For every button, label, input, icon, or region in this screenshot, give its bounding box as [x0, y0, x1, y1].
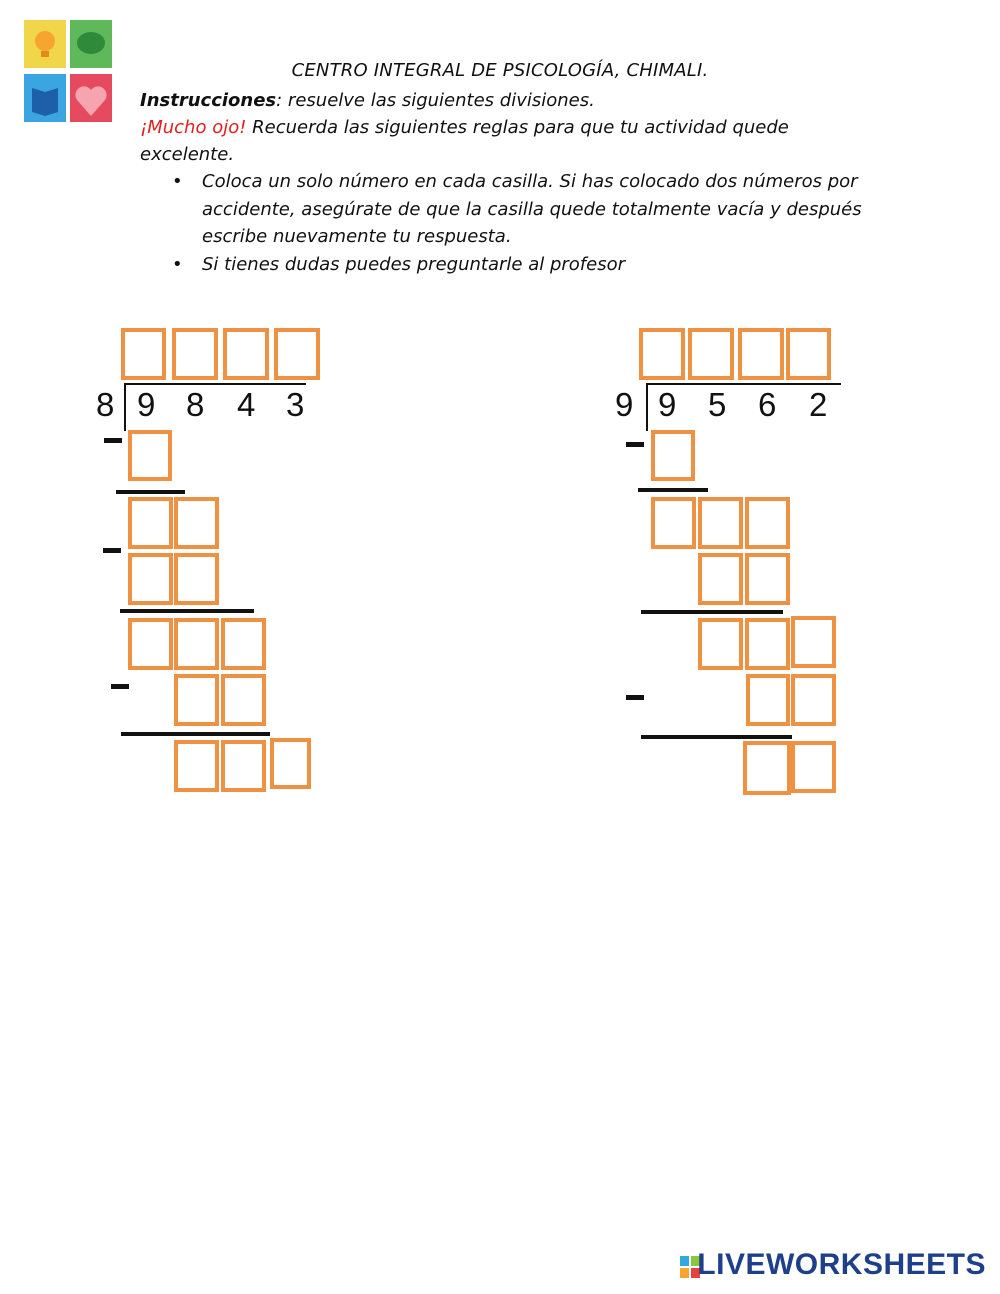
list-item: • Si tienes dudas puedes preguntarle al profesor	[172, 251, 862, 279]
quotient-box[interactable]	[639, 328, 685, 380]
remainder-box[interactable]	[270, 738, 311, 789]
subtraction-box[interactable]	[745, 553, 790, 605]
warning-line-2: excelente.	[140, 144, 235, 165]
lightbulb-icon	[35, 31, 55, 51]
subtraction-line	[121, 732, 270, 736]
division-bracket-top	[646, 383, 841, 385]
remainder-box[interactable]	[651, 497, 696, 549]
subtraction-line	[641, 735, 792, 739]
subtraction-line	[120, 609, 254, 613]
dividend-digit: 8	[186, 386, 205, 423]
remainder-box[interactable]	[791, 616, 836, 668]
minus-sign	[111, 684, 129, 689]
dividend-digit: 4	[237, 386, 256, 423]
instructions-label: Instrucciones	[140, 90, 277, 111]
subtraction-line	[116, 490, 185, 494]
bullet-icon: •	[172, 171, 183, 192]
bullet-icon: •	[172, 253, 183, 275]
dividend-digit: 9	[137, 386, 156, 423]
subtraction-box[interactable]	[698, 553, 743, 605]
quotient-box[interactable]	[738, 328, 784, 380]
warning-text: Recuerda las siguientes reglas para que tu actividad quede	[246, 117, 789, 138]
liveworksheets-brand[interactable]: LIVEWORKSHEETS	[697, 1248, 986, 1281]
remainder-box[interactable]	[174, 497, 219, 549]
remainder-box[interactable]	[221, 740, 266, 792]
remainder-box[interactable]	[745, 618, 790, 670]
dividend-digit: 9	[658, 386, 677, 423]
subtraction-box[interactable]	[221, 674, 266, 726]
quotient-box[interactable]	[688, 328, 734, 380]
subtraction-line	[641, 610, 783, 614]
remainder-box[interactable]	[174, 740, 219, 792]
quotient-box[interactable]	[172, 328, 218, 380]
instructions-text: : resuelve las siguientes divisiones.	[276, 90, 595, 111]
warning-label: ¡Mucho ojo!	[140, 117, 247, 138]
dividend-digit: 6	[758, 386, 777, 423]
minus-sign	[103, 548, 121, 553]
minus-sign	[104, 438, 122, 443]
quotient-box[interactable]	[121, 328, 166, 380]
quotient-box[interactable]	[223, 328, 269, 380]
minus-sign	[626, 695, 644, 700]
subtraction-box[interactable]	[746, 674, 790, 726]
book-icon	[32, 88, 58, 116]
dividend-digit: 2	[809, 386, 828, 423]
division-bracket-top	[124, 383, 306, 385]
remainder-box[interactable]	[128, 497, 173, 549]
remainder-box[interactable]	[698, 497, 743, 549]
division-bracket-side	[124, 383, 126, 431]
dividend-digit: 3	[286, 386, 305, 423]
divisor: 8	[96, 386, 115, 423]
quotient-box[interactable]	[274, 328, 320, 380]
subtraction-box[interactable]	[174, 553, 219, 605]
remainder-box[interactable]	[791, 741, 836, 793]
subtraction-box[interactable]	[791, 674, 836, 726]
warning-line	[140, 114, 789, 141]
subtraction-box[interactable]	[651, 430, 695, 481]
remainder-box[interactable]	[743, 741, 791, 795]
subtraction-box[interactable]	[128, 430, 172, 481]
subtraction-box[interactable]	[174, 674, 219, 726]
instructions-line	[140, 87, 595, 114]
remainder-box[interactable]	[745, 497, 790, 549]
remainder-box[interactable]	[128, 618, 173, 670]
list-item: • Coloca un solo número en cada casilla. Si has colocado dos números por accidente, asegúrate de que la casilla quede totalmente vacía y después escribe nuevamente tu respuesta.	[172, 168, 862, 251]
remainder-box[interactable]	[221, 618, 266, 670]
subtraction-line	[638, 488, 708, 492]
dividend-digit: 5	[708, 386, 727, 423]
remainder-box[interactable]	[698, 618, 743, 670]
minus-sign	[626, 442, 644, 447]
rules-list	[172, 168, 862, 278]
brain-icon	[77, 32, 105, 54]
subtraction-box[interactable]	[128, 553, 173, 605]
division-bracket-side	[646, 383, 648, 431]
divisor: 9	[615, 386, 634, 423]
remainder-box[interactable]	[174, 618, 219, 670]
quotient-box[interactable]	[786, 328, 831, 380]
page-title: CENTRO INTEGRAL DE PSICOLOGÍA, CHIMALI.	[291, 60, 709, 81]
